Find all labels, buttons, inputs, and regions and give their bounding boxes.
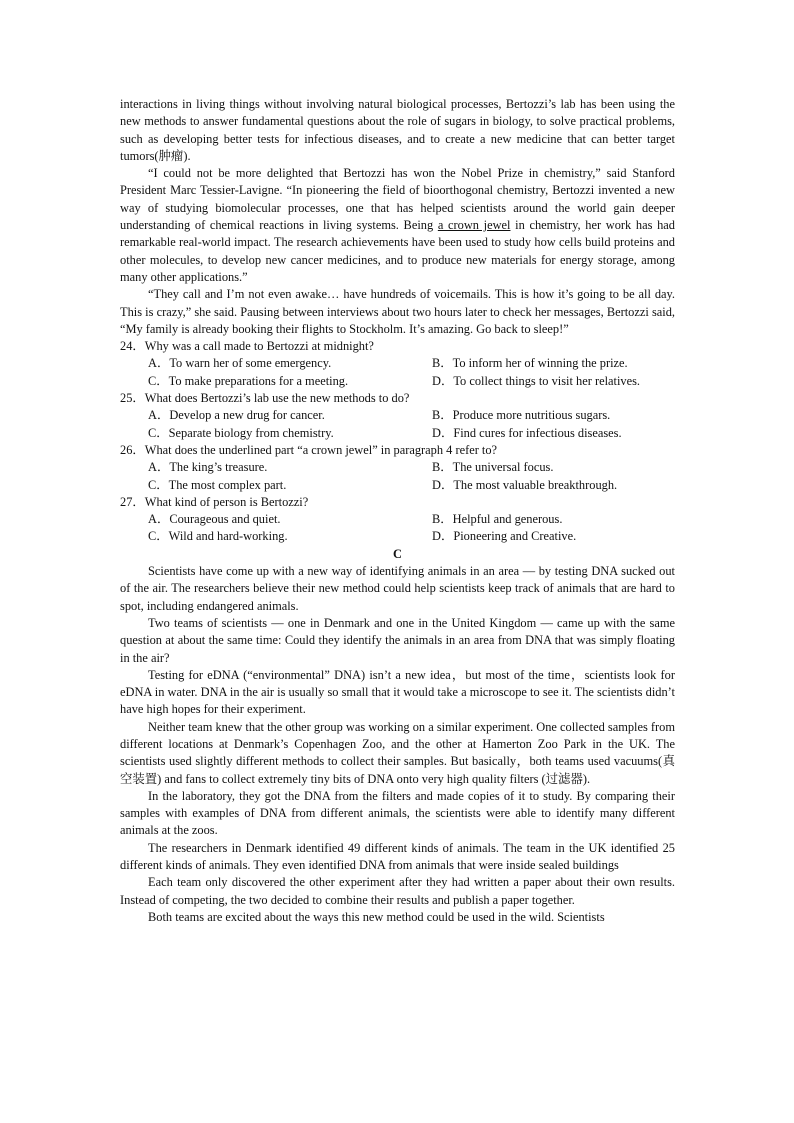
question-options: [120, 511, 675, 546]
question-25: [120, 390, 675, 442]
option-a: A．Develop a new drug for cancer.: [148, 408, 325, 423]
passage-b-paragraph-2: [120, 165, 675, 286]
passage-b-paragraph-3: “They call and I’m not even awake… have hundreds of voicemails. This is how it’s going to be all day. This is crazy,” she said. Pausing between interviews about two hours later to check her messages, Bertozzi said, “My family is already booking their flights to Stockholm. It’s amazing. Go back to sleep!”: [120, 287, 675, 336]
section-c-paragraph-4: Neither team knew that the other group was working on a similar experiment. One collected samples from different locations at Denmark’s Copenhagen Zoo, and the other at Hamerton Zoo Park in the UK. The scientists used slightly different methods to collect their samples. But basically，both teams used vacuums(真空装置) and fans to collect extremely tiny bits of DNA onto very high quality filters (过滤器).: [120, 719, 675, 786]
section-c-heading: C: [393, 546, 402, 561]
question-24: [120, 338, 675, 390]
option-c: C．Wild and hard-working.: [148, 529, 288, 544]
section-c-paragraph-3: Testing for eDNA (“environmental” DNA) isn’t a new idea，but most of the time，scientists look for eDNA in water. DNA in the air is usually so small that it would take a microscope to see it. The scientists didn’t have high hopes for their experiment.: [120, 667, 675, 717]
paragraph-2-text-before: “I could not be more delighted that Bertozzi has won the Nobel Prize in chemistry,” said Stanford President Marc Tessier-Lavigne. “In pioneering the field of bioorthogonal chemistry, Bertozzi invented a new way of studying biomolecular processes, one that has helped scientists around the world gain deeper understanding of chemical reactions in living systems. Being: [120, 166, 675, 233]
question-27: [120, 494, 675, 546]
option-b: B．Helpful and generous.: [432, 512, 563, 527]
question-stem: 27．What kind of person is Bertozzi?: [120, 494, 309, 509]
passage-b-paragraph-1: interactions in living things without involving natural biological processes, Bertozzi’s lab has been using the new methods to answer fundamental questions about the role of sugars in biology, to solve practical problems, such as developing better tests for infectious diseases, and to create a new medicine that can better target tumors(肿瘤).: [120, 97, 675, 163]
option-d: D．To collect things to visit her relatives.: [432, 373, 641, 388]
question-stem: 25．What does Bertozzi’s lab use the new methods to do?: [120, 391, 410, 406]
option-d: D．The most valuable breakthrough.: [432, 477, 618, 492]
section-c-paragraph-1: Scientists have come up with a new way of identifying animals in an area — by testing DNA sucked out of the air. The researchers believe their new method could help scientists keep track of animals that are hard to spot, including endangered animals.: [120, 564, 675, 613]
section-c-paragraph-5: In the laboratory, they got the DNA from the filters and made copies of it to study. By comparing their samples with examples of DNA from different animals, the scientists were able to identify many different animals at the zoos.: [120, 788, 675, 838]
question-stem: 26．What does the underlined part “a crown jewel” in paragraph 4 refer to?: [120, 442, 498, 457]
section-c-paragraph-8: Both teams are excited about the ways this new method could be used in the wild. Scientists: [148, 909, 605, 924]
option-c: C．The most complex part.: [148, 477, 287, 492]
option-d: D．Pioneering and Creative.: [432, 529, 577, 544]
option-d: D．Find cures for infectious diseases.: [432, 425, 622, 440]
document-page: [120, 96, 675, 926]
question-options: [120, 459, 675, 494]
question-options: [120, 355, 675, 390]
option-c: C．Separate biology from chemistry.: [148, 425, 334, 440]
underlined-phrase: a crown jewel: [437, 218, 511, 233]
question-options: [120, 407, 675, 442]
option-a: A．The king’s treasure.: [148, 460, 268, 475]
question-26: [120, 442, 675, 494]
paragraph-2-text-after: in chemistry, her work has had remarkable real-world impact. The research achievements have been used to study how cells build proteins and other molecules, to develop new cancer medicines, and to produce new materials for energy storage, among many other applications.”: [120, 218, 675, 284]
option-b: B．To inform her of winning the prize.: [432, 356, 628, 371]
option-c: C．To make preparations for a meeting.: [148, 373, 349, 388]
section-c-paragraph-7: Each team only discovered the other experiment after they had written a paper about their own results. Instead of competing, the two decided to combine their results and publish a paper together.: [120, 875, 675, 907]
option-a: A．To warn her of some emergency.: [148, 356, 332, 371]
question-stem: 24．Why was a call made to Bertozzi at midnight?: [120, 339, 374, 354]
section-c-paragraph-2: Two teams of scientists — one in Denmark and one in the United Kingdom — came up with the same question at about the same time: Could they identify the animals in an area from DNA that was simply floating in the air?: [120, 615, 675, 665]
option-b: B．The universal focus.: [432, 460, 554, 475]
option-b: B．Produce more nutritious sugars.: [432, 408, 611, 423]
option-a: A．Courageous and quiet.: [148, 512, 281, 527]
section-c-paragraph-6: The researchers in Denmark identified 49 different kinds of animals. The team in the UK identified 25 different kinds of animals. They even identified DNA from animals that were inside sealed buildings: [120, 840, 675, 873]
